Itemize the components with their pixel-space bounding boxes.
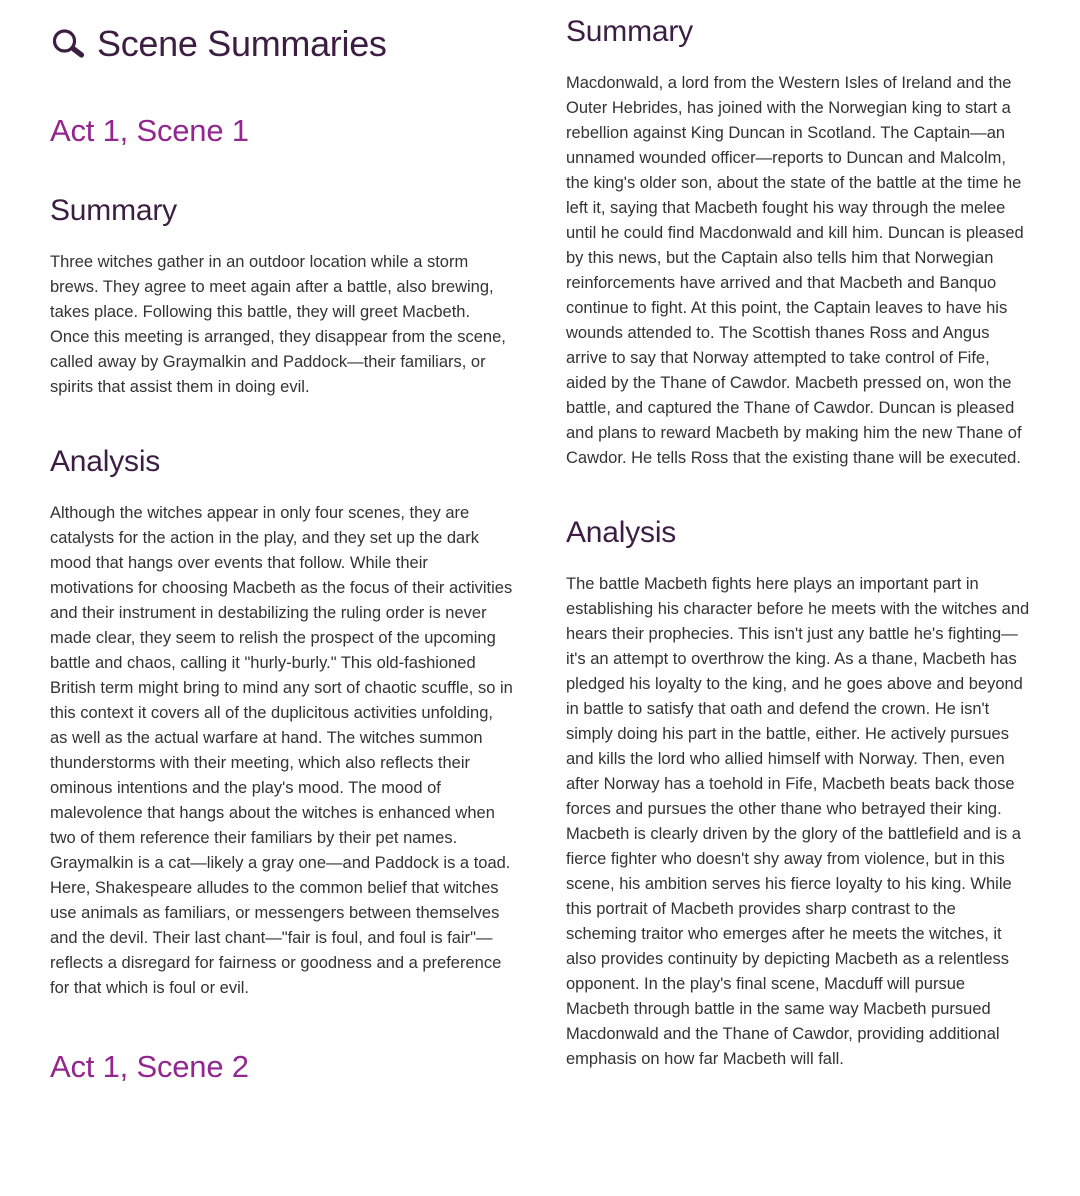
page-title bbox=[50, 22, 514, 65]
scene-2-summary-text: Macdonwald, a lord from the Western Isles of Ireland and the Outer Hebrides, has joined with the Norwegian king to start a rebellion against King Duncan in Scotland. The Captain—an unnamed wounded officer—reports to Duncan and Malcolm, the king's older son, about the state of the battle at the time he left it, saying that Macbeth fought his way through the melee until he could find Macdonwald and kill him. Duncan is pleased by this news, but the Captain also tells him that Norwegian reinforcements have arrived and that Macbeth and Banquo continue to fight. At this point, the Captain leaves to have his wounds attended to. The Scottish thanes Ross and Angus arrive to say that Norway attempted to take control of Fife, aided by the Thane of Cawdor. Macbeth pressed on, won the battle, and captured the Thane of Cawdor. Duncan is pleased and plans to reward Macbeth by making him the new Thane of Cawdor. He tells Ross that the existing thane will be executed. bbox=[566, 74, 1024, 467]
scene-1-summary-text: Three witches gather in an outdoor location while a storm brews. They agree to meet again after a battle, also brewing, takes place. Following this battle, they will greet Macbeth. Once this meeting is arranged, they disappear from the scene, called away by Graymalkin and Paddock—their familiars, or spirits that assist them in doing evil. bbox=[50, 253, 506, 396]
scene-2-analysis-heading: Analysis bbox=[566, 516, 677, 549]
scene-2-heading: Act 1, Scene 2 bbox=[50, 1049, 249, 1084]
scene-2-summary-heading: Summary bbox=[566, 15, 693, 48]
scene-1-heading: Act 1, Scene 1 bbox=[50, 113, 249, 148]
right-column bbox=[566, 0, 1030, 1085]
scene-2-analysis-text: The battle Macbeth fights here plays an important part in establishing his character before he meets with the witches and hears their prophecies. This isn't just any battle he's fighting—it's an attempt to overthrow the king. As a thane, Macbeth has pledged his loyalty to the king, and he goes above and beyond in battle to satisfy that oath and defend the crown. He isn't simply doing his part in the battle, either. He actively pursues and kills the lord who allied himself with Norway. Then, even after Norway has a toehold in Fife, Macbeth beats back those forces and pursues the other thane who betrayed their king. Macbeth is clearly driven by the glory of the battlefield and is a fierce fighter who doesn't shy away from violence, but in this scene, his ambition serves his fierce loyalty to his king. While this portrait of Macbeth provides sharp contrast to the scheming traitor who emerges after he meets the witches, it also provides continuity by depicting Macbeth as a relentless opponent. In the play's final scene, Macduff will pursue Macbeth through battle in the same way Macbeth pursued Macdonwald and the Thane of Cawdor, providing additional emphasis on how far Macbeth will fall. bbox=[566, 575, 1030, 1068]
magnifier-icon bbox=[50, 27, 88, 61]
scene-1-summary-heading: Summary bbox=[50, 194, 177, 227]
page-title-text: Scene Summaries bbox=[97, 23, 387, 64]
scene-1-analysis-text: Although the witches appear in only four scenes, they are catalysts for the action in the play, and they set up the dark mood that hangs over events that follow. While their motivations for choosing Macbeth as the focus of their activities and their instrument in destabilizing the ruling order is never made clear, they seem to relish the prospect of the upcoming battle and chaos, calling it "hurly-burly." This old-fashioned British term might bring to mind any sort of chaotic scuffle, so in this context it covers all of the duplicitous activities unfolding, as well as the actual warfare at hand. The witches summon thunderstorms with their meeting, which also reflects their ominous intentions and the play's mood. The mood of malevolence that hangs about the witches is enhanced when two of them reference their familiars by their pet names. Graymalkin is a cat—likely a gray one—and Paddock is a toad. Here, Shakespeare alludes to the common belief that witches use animals as familiars, or messengers between themselves and the devil. Their last chant—"fair is foul, and foul is fair"—reflects a disregard for fairness or goodness and a preference for that which is foul or evil. bbox=[50, 504, 513, 997]
scene-1-analysis-heading: Analysis bbox=[50, 445, 161, 478]
left-column bbox=[50, 0, 514, 1085]
